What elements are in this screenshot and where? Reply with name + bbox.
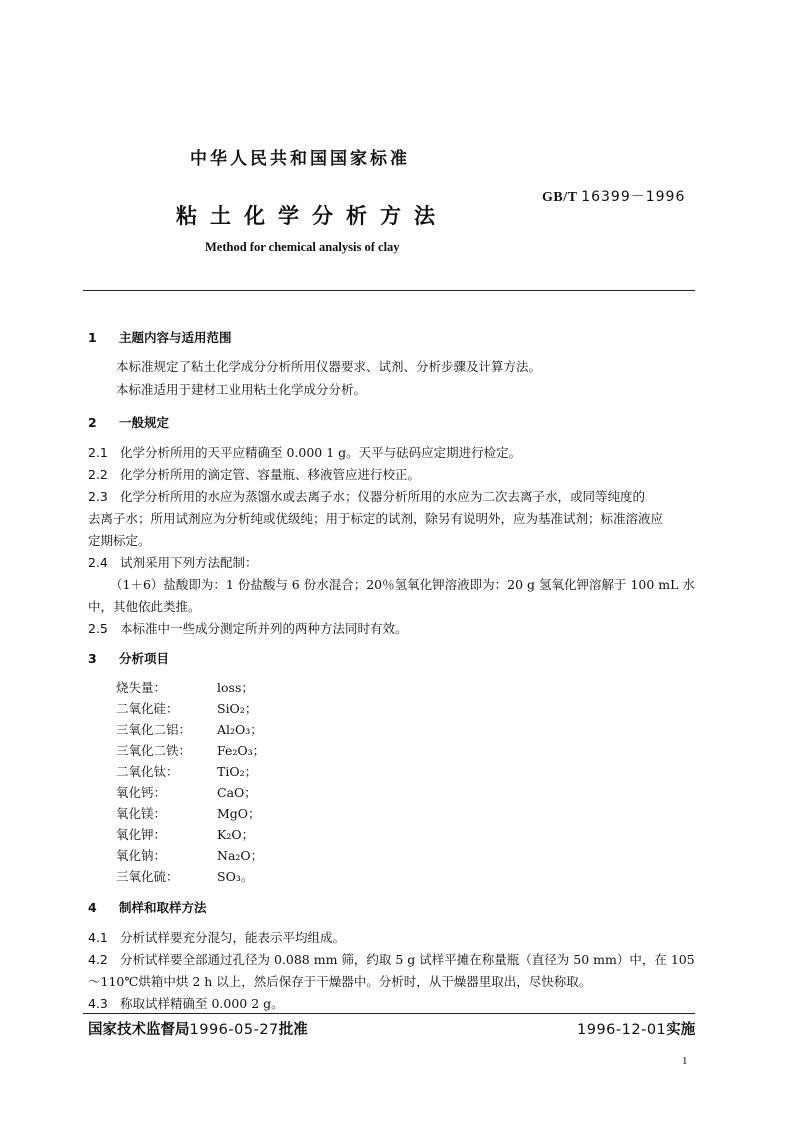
clause-4-1 [88, 928, 345, 946]
analysis-item-label: 氧化钠： [116, 848, 167, 863]
analysis-item-formula: Fe₂O₃； [217, 743, 266, 758]
analysis-item-label: 二氧化硅： [116, 701, 179, 716]
section-title: 制样和取样方法 [119, 900, 207, 915]
analysis-item-formula: TiO₂； [217, 764, 258, 779]
analysis-item-label: 氧化镁： [116, 806, 167, 821]
clause-number: 4.2 [88, 952, 108, 967]
page-number: 1 [682, 1055, 688, 1067]
clause-number: 4.1 [88, 930, 108, 945]
footer-divider [83, 1013, 695, 1014]
clause-2-2 [88, 465, 420, 483]
analysis-item-formula: Al₂O₃； [217, 722, 263, 737]
section-number: 1 [88, 330, 97, 345]
document-title-english: Method for chemical analysis of clay [205, 240, 400, 254]
section-1-heading [88, 328, 232, 346]
analysis-item [116, 699, 257, 719]
clause-2-3-line-3: 定期标定。 [88, 533, 151, 548]
analysis-item-label: 三氧化二铁： [116, 743, 192, 758]
analysis-item-formula: CaO； [217, 785, 257, 800]
analysis-item-label: 三氧化二铝： [116, 722, 192, 737]
analysis-item [116, 783, 257, 803]
analysis-item-formula: SiO₂； [217, 701, 258, 716]
approval-org: 国家技术监督局 [88, 1022, 190, 1038]
clause-2-3-line-2: 去离子水；所用试剂应为分析纯或优级纯；用于标定的试剂，除另有说明外，应为基准试剂；标准溶液应 [88, 511, 664, 526]
analysis-item [116, 720, 263, 740]
clause-text: 分析试样要充分混匀，能表示平均组成。 [120, 930, 346, 945]
clause-number: 2.4 [88, 555, 108, 570]
clause-text: 化学分析所用的水应为蒸馏水或去离子水；仪器分析所用的水应为二次去离子水，或同等纯度的 [120, 489, 646, 504]
clause-4-2 [88, 950, 695, 968]
effective-line [577, 1018, 695, 1039]
clause-text: 分析试样要全部通过孔径为 0.088 mm 筛，约取 5 g 试样平摊在称量瓶（直径为 50 mm）中，在 105 [120, 952, 695, 967]
section-number: 4 [88, 900, 97, 915]
analysis-item-formula: Na₂O； [217, 848, 264, 863]
standard-code: GB/T [542, 190, 578, 205]
analysis-item-label: 三氧化硫： [116, 869, 179, 884]
analysis-item-label: 氧化钾： [116, 827, 167, 842]
analysis-item [116, 846, 263, 866]
section-title: 分析项目 [119, 651, 170, 666]
section-4-heading [88, 898, 207, 916]
analysis-item [116, 867, 253, 887]
analysis-item-formula: K₂O； [217, 827, 255, 842]
clause-2-4-line-1: （1＋6）盐酸即为：1 份盐酸与 6 份水混合；20％氢氧化钾溶液即为：20 g 氢氧化钾溶解于 100 mL 水 [110, 577, 695, 592]
clause-number: 2.3 [88, 489, 108, 504]
clause-text: 化学分析所用的天平应精确至 0.000 1 g。天平与砝码应定期进行检定。 [120, 445, 522, 460]
section-title: 主题内容与适用范围 [119, 330, 232, 345]
clause-2-4-line-2: 中，其他依此类推。 [88, 599, 201, 614]
clause-text: 试剂采用下列方法配制： [120, 555, 258, 570]
analysis-item [116, 762, 257, 782]
clause-text: 本标准中一些成分测定所并列的两种方法同时有效。 [120, 621, 408, 636]
clause-text: 化学分析所用的滴定管、容量瓶、移液管应进行校正。 [120, 467, 421, 482]
clause-2-5 [88, 619, 408, 637]
analysis-item-label: 氧化钙： [116, 785, 167, 800]
analysis-item-label: 二氧化钛： [116, 764, 179, 779]
analysis-item-formula: SO₃。 [217, 869, 254, 884]
approval-word: 批准 [278, 1022, 308, 1038]
analysis-item-label: 烧失量： [116, 680, 167, 695]
section-1-paragraph-2: 本标准适用于建材工业用粘土化学成分分析。 [116, 382, 367, 397]
clause-number: 2.1 [88, 445, 108, 460]
analysis-item [116, 678, 254, 698]
section-2-heading [88, 413, 169, 431]
clause-text: 称取试样精确至 0.000 2 g。 [120, 996, 284, 1011]
analysis-item [116, 804, 261, 824]
clause-4-3 [88, 994, 284, 1012]
approval-line [88, 1018, 308, 1039]
analysis-item [116, 741, 265, 761]
section-3-heading [88, 649, 169, 667]
standard-number [542, 186, 685, 206]
section-number: 3 [88, 651, 97, 666]
effective-date: 1996-12-01 [577, 1022, 667, 1038]
clause-2-4 [88, 553, 258, 571]
analysis-item-formula: MgO； [217, 806, 261, 821]
clause-number: 4.3 [88, 996, 108, 1011]
approval-date: 1996-05-27 [189, 1022, 279, 1038]
section-number: 2 [88, 415, 97, 430]
header-divider [83, 290, 695, 291]
standard-number-value: 16399－1996 [581, 189, 686, 205]
analysis-item [116, 825, 254, 845]
clause-number: 2.2 [88, 467, 108, 482]
section-1-paragraph-1: 本标准规定了粘土化学成分分析所用仪器要求、试剂、分析步骤及计算方法。 [116, 359, 542, 374]
clause-4-2-line-2: ～110℃烘箱中烘 2 h 以上，然后保存于干燥器中。分析时，从干燥器里取出，尽快称取。 [88, 974, 592, 989]
national-standard-heading: 中华人民共和国国家标准 [190, 149, 410, 169]
clause-2-1 [88, 443, 521, 461]
effective-word: 实施 [666, 1022, 696, 1038]
document-title: 粘土化学分析方法 [176, 204, 448, 228]
section-title: 一般规定 [119, 415, 170, 430]
clause-number: 2.5 [88, 621, 108, 636]
analysis-item-formula: loss； [217, 680, 254, 695]
clause-2-3 [88, 487, 645, 505]
